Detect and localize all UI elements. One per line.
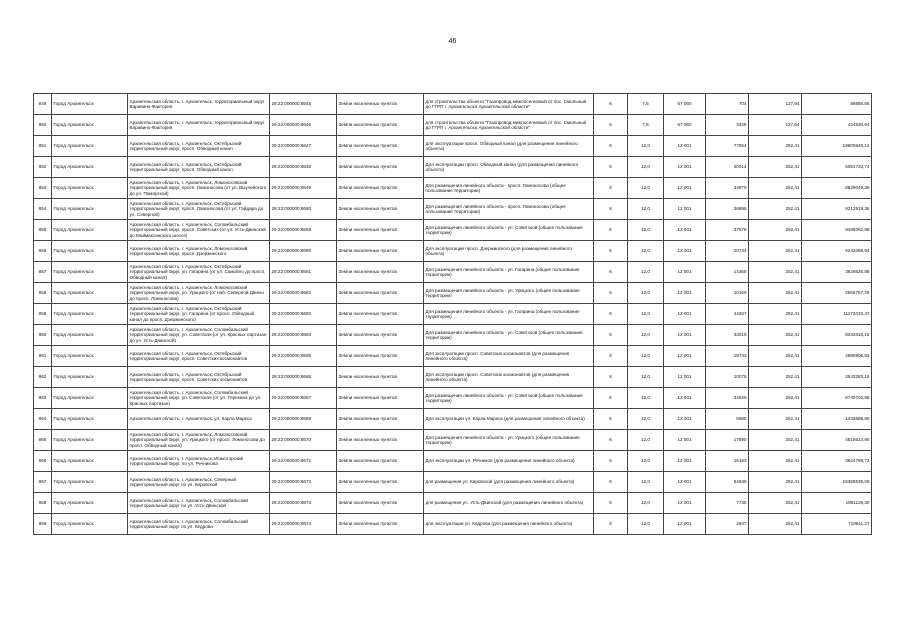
cadastral-number-cell: 29:22:000000:8682 [270, 283, 337, 304]
page-number: 46 [448, 38, 457, 45]
zone-cell: 6 [594, 115, 628, 136]
land-category-cell: Земли населенных пунктов [337, 409, 424, 430]
rate-cell: 252,41 [749, 472, 802, 493]
permitted-use-cell: Для размещения линейного объекта - ул. Урицкого (общее пользование территории) [424, 430, 594, 451]
row-number: 854 [34, 199, 52, 220]
table-row [34, 430, 872, 451]
city-cell: Город Архангельск [52, 157, 128, 178]
table-row [34, 346, 872, 367]
address-cell: Архангельская область, г. Архангельск, Ломоносовский территориальный округ, ул. Урицкого (от просп. Ломоносова до просп. Обводный канал) [128, 430, 270, 451]
area-cell: 20014 [706, 157, 749, 178]
cadastral-number-cell: 29:22:000000:8670 [270, 430, 337, 451]
address-cell: Архангельская область, г. Архангельск, Исакогорский территориальный округ, по ул. Речникова [128, 451, 270, 472]
area-cell: 34979 [706, 178, 749, 199]
row-number: 858 [34, 283, 52, 304]
address-cell: Архангельская область, г. Архангельск, Соломбальский территориальный округ, ул. Советская (от ул. Терехина до ул. Красных партизан) [128, 388, 270, 409]
code-cell: 12 001 [664, 346, 706, 367]
land-category-cell: Земли населенных пунктов [337, 451, 424, 472]
amount-cell: 19600646,14 [802, 136, 872, 157]
row-number: 859 [34, 304, 52, 325]
coefficient-cell: 12,0 [628, 430, 664, 451]
permitted-use-cell: для размещения ул. Кировской (для размещения линейного объекта) [424, 472, 594, 493]
coefficient-cell: 12,0 [628, 220, 664, 241]
rate-cell: 252,41 [749, 367, 802, 388]
row-number: 868 [34, 493, 52, 514]
cadastral-number-cell: 29:22:000000:8684 [270, 325, 337, 346]
area-cell: 10169 [706, 283, 749, 304]
area-cell: 704 [706, 94, 749, 115]
area-cell: 77654 [706, 136, 749, 157]
area-cell: 44267 [706, 304, 749, 325]
cadastral-number-cell: 29:22:000000:8680 [270, 241, 337, 262]
table-row [34, 325, 872, 346]
rate-cell: 252,41 [749, 451, 802, 472]
coefficient-cell: 12,0 [628, 388, 664, 409]
address-cell: Архангельская область, г. Архангельск, Северный территориальный округ по ул. Кировской [128, 472, 270, 493]
row-number: 856 [34, 241, 52, 262]
zone-cell: 6 [594, 136, 628, 157]
area-cell: 17890 [706, 430, 749, 451]
row-number: 849 [34, 94, 52, 115]
amount-cell: 4515614,90 [802, 430, 872, 451]
table-row [34, 157, 872, 178]
rate-cell: 127,64 [749, 115, 802, 136]
row-number: 857 [34, 262, 52, 283]
land-category-cell: Земли населенных пунктов [337, 262, 424, 283]
code-cell: 12 001 [664, 241, 706, 262]
code-cell: 67 060 [664, 94, 706, 115]
permitted-use-cell: Для эксплуатации ул. Карла Маркса (для размещения линейного объекта) [424, 409, 594, 430]
rate-cell: 252,41 [749, 409, 802, 430]
permitted-use-cell: Для эксплуатации просп. Дзержинского (для размещения линейного объекта) [424, 241, 594, 262]
zone-cell: 6 [594, 178, 628, 199]
area-cell: 2847 [706, 514, 749, 535]
city-cell: Город Архангельск [52, 451, 128, 472]
land-category-cell: Земли населенных пунктов [337, 388, 424, 409]
zone-cell: 6 [594, 493, 628, 514]
rate-cell: 252,41 [749, 199, 802, 220]
code-cell: 12 001 [664, 262, 706, 283]
table-row [34, 514, 872, 535]
table-row [34, 241, 872, 262]
coefficient-cell: 12,0 [628, 157, 664, 178]
cadastral-number-cell: 29:22:000000:8646 [270, 115, 337, 136]
coefficient-cell: 7,5 [628, 115, 664, 136]
zone-cell: 6 [594, 472, 628, 493]
rate-cell: 252,41 [749, 325, 802, 346]
row-number: 860 [34, 325, 52, 346]
cadastral-number-cell: 29:22:000000:8647 [270, 136, 337, 157]
address-cell: Архангельская область, г. Архангельск, Октябрьский территориальный округ, просп. Обводный канал [128, 157, 270, 178]
permitted-use-cell: Для размещения линейного объекта - ул. Гагарина (общее пользование территории) [424, 304, 594, 325]
code-cell: 12 001 [664, 493, 706, 514]
land-category-cell: Земли населенных пунктов [337, 304, 424, 325]
table-row [34, 388, 872, 409]
zone-cell: 6 [594, 514, 628, 535]
code-cell: 12 001 [664, 430, 706, 451]
zone-cell: 6 [594, 157, 628, 178]
cadastral-number-cell: 29:22:000000:8673 [270, 493, 337, 514]
code-cell: 12 001 [664, 451, 706, 472]
permitted-use-cell: Для размещения линейного объекта - ул. Советской (общее пользование территории) [424, 388, 594, 409]
coefficient-cell: 12,0 [628, 241, 664, 262]
city-cell: Город Архангельск [52, 178, 128, 199]
cadastral-number-cell: 29:22:000000:8650 [270, 199, 337, 220]
address-cell: Архангельская область, г. Архангельск, Октябрьский территориальный округ, ул. Гагарина (от просп. Обводный канал до просп. Дзержинского) [128, 304, 270, 325]
land-category-cell: Земли населенных пунктов [337, 241, 424, 262]
code-cell: 12 001 [664, 178, 706, 199]
row-number: 863 [34, 388, 52, 409]
area-cell: 5680 [706, 409, 749, 430]
coefficient-cell: 12,0 [628, 199, 664, 220]
amount-cell: 1951129,30 [802, 493, 872, 514]
table-row [34, 451, 872, 472]
permitted-use-cell: Для эксплуатации просп. Обводный канал (для размещения линейного объекта) [424, 157, 594, 178]
city-cell: Город Архангельск [52, 262, 128, 283]
area-cell: 19733 [706, 346, 749, 367]
city-cell: Город Архангельск [52, 283, 128, 304]
cadastral-number-cell: 29:22:000000:8686 [270, 367, 337, 388]
coefficient-cell: 12,0 [628, 472, 664, 493]
table-row [34, 493, 872, 514]
row-number: 861 [34, 346, 52, 367]
rate-cell: 252,41 [749, 304, 802, 325]
address-cell: Архангельская область, г. Архангельск, Ломоносовский территориальный округ, просп. Дзержинского [128, 241, 270, 262]
cadastral-number-cell: 29:22:000000:8649 [270, 178, 337, 199]
code-cell: 67 060 [664, 115, 706, 136]
code-cell: 12 001 [664, 514, 706, 535]
permitted-use-cell: Для размещения линейного объекта - ул. Гагарина (общее пользование территории) [424, 262, 594, 283]
row-number: 869 [34, 514, 52, 535]
table-row [34, 367, 872, 388]
area-cell: 33015 [706, 325, 749, 346]
rate-cell: 252,41 [749, 388, 802, 409]
address-cell: Архангельская область, г. Архангельск, Ломоносовский территориальный округ, просп. Ломоносова (от ул. Выучейского до ул. Поморской) [128, 178, 270, 199]
address-cell: Архангельская область, г. Архангельск, Соломбальский территориальный округ по ул. Усть-Двинской [128, 493, 270, 514]
table-row [34, 94, 872, 115]
address-cell: Архангельская область, г. Архангельск, Соломбальский территориальный округ по ул. Кедрова [128, 514, 270, 535]
amount-cell: 3824768,73 [802, 451, 872, 472]
zone-cell: 6 [594, 304, 628, 325]
permitted-use-cell: для размещения ул. Усть-Двинской (для размещения линейного объекта) [424, 493, 594, 514]
address-cell: Архангельская область, г. Архангельск, территориальный округ Варавино-Фактория [128, 115, 270, 136]
address-cell: Архангельская область, г. Архангельск, ул. Карла Маркса [128, 409, 270, 430]
row-number: 864 [34, 409, 52, 430]
amount-cell: 3626626,88 [802, 262, 872, 283]
address-cell: Архангельская область, г. Архангельск, Октябрьский территориальный округ, ул. Гагарина (от ул. Самойло до просп. Обводный канал) [128, 262, 270, 283]
zone-cell: 6 [594, 367, 628, 388]
row-number: 862 [34, 367, 52, 388]
zone-cell: 6 [594, 430, 628, 451]
rate-cell: 252,41 [749, 136, 802, 157]
zone-cell: 6 [594, 220, 628, 241]
amount-cell: 4980806,53 [802, 346, 872, 367]
code-cell: 12 001 [664, 199, 706, 220]
area-cell: 36896 [706, 199, 749, 220]
land-category-cell: Земли населенных пунктов [337, 199, 424, 220]
area-cell: 34629 [706, 388, 749, 409]
coefficient-cell: 12,0 [628, 178, 664, 199]
land-category-cell: Земли населенных пунктов [337, 157, 424, 178]
row-number: 850 [34, 115, 52, 136]
permitted-use-cell: Для эксплуатации ул. Речников (для размещения линейного объекта) [424, 451, 594, 472]
code-cell: 12 001 [664, 472, 706, 493]
table-row [34, 304, 872, 325]
permitted-use-cell: для строительства объекта "Газопровод межпоселковый от пос. Смольный до ГГРП г. Архангельска Архангельской области" [424, 94, 594, 115]
cadastral-number-cell: 29:22:000000:8648 [270, 157, 337, 178]
row-number: 851 [34, 136, 52, 157]
code-cell: 12 001 [664, 325, 706, 346]
cadastral-number-cell: 29:22:000000:8672 [270, 472, 337, 493]
coefficient-cell: 12,0 [628, 136, 664, 157]
code-cell: 12 001 [664, 388, 706, 409]
coefficient-cell: 12,0 [628, 262, 664, 283]
area-cell: 37578 [706, 220, 749, 241]
city-cell: Город Архангельск [52, 430, 128, 451]
code-cell: 12 001 [664, 367, 706, 388]
coefficient-cell: 12,0 [628, 493, 664, 514]
city-cell: Город Архангельск [52, 472, 128, 493]
city-cell: Город Архангельск [52, 325, 128, 346]
coefficient-cell: 12,0 [628, 325, 664, 346]
city-cell: Город Архангельск [52, 304, 128, 325]
amount-cell: 1433688,80 [802, 409, 872, 430]
rate-cell: 252,41 [749, 157, 802, 178]
cadastral-number-cell: 29:22:000000:8671 [270, 451, 337, 472]
amount-cell: 16368535,09 [802, 472, 872, 493]
land-category-cell: Земли населенных пунктов [337, 430, 424, 451]
cadastral-number-cell: 29:22:000000:8669 [270, 409, 337, 430]
area-cell: 10076 [706, 367, 749, 388]
land-category-cell: Земли населенных пунктов [337, 472, 424, 493]
table-row [34, 409, 872, 430]
code-cell: 12 001 [664, 304, 706, 325]
cadastral-number-cell: 29:22:000000:8683 [270, 304, 337, 325]
amount-cell: 424530,64 [802, 115, 872, 136]
zone-cell: 6 [594, 451, 628, 472]
land-category-cell: Земли населенных пунктов [337, 493, 424, 514]
permitted-use-cell: Для эксплуатации просп. Советских космонавтов (для размещения линейного объекта) [424, 367, 594, 388]
rate-cell: 252,41 [749, 178, 802, 199]
amount-cell: 9312919,36 [802, 199, 872, 220]
amount-cell: 5233468,94 [802, 241, 872, 262]
amount-cell: 2566757,29 [802, 283, 872, 304]
land-category-cell: Земли населенных пунктов [337, 136, 424, 157]
cadastral-number-cell: 29:22:000000:8674 [270, 514, 337, 535]
address-cell: Архангельская область, г. Архангельск, Соломбальский территориальный округ, ул. Советская (от ул. Красных партизан до ул. Усть-Двинской) [128, 325, 270, 346]
rate-cell: 252,41 [749, 430, 802, 451]
area-cell: 3326 [706, 115, 749, 136]
city-cell: Город Архангельск [52, 199, 128, 220]
city-cell: Город Архангельск [52, 514, 128, 535]
code-cell: 12 001 [664, 220, 706, 241]
amount-cell: 718611,27 [802, 514, 872, 535]
land-category-cell: Земли населенных пунктов [337, 94, 424, 115]
land-category-cell: Земли населенных пунктов [337, 115, 424, 136]
zone-cell: 6 [594, 283, 628, 304]
area-cell: 64849 [706, 472, 749, 493]
city-cell: Город Архангельск [52, 346, 128, 367]
coefficient-cell: 12,0 [628, 514, 664, 535]
code-cell: 12 001 [664, 283, 706, 304]
area-cell: 7730 [706, 493, 749, 514]
table-row [34, 472, 872, 493]
area-cell: 20734 [706, 241, 749, 262]
land-category-cell: Земли населенных пунктов [337, 514, 424, 535]
land-plots-table [33, 93, 872, 535]
amount-cell: 8740702,89 [802, 388, 872, 409]
land-category-cell: Земли населенных пунктов [337, 346, 424, 367]
code-cell: 12 001 [664, 136, 706, 157]
city-cell: Город Архангельск [52, 94, 128, 115]
permitted-use-cell: для эксплуатации просп. Обводный канал (для размещения линейного объекта) [424, 136, 594, 157]
cadastral-number-cell: 29:22:000000:8681 [270, 262, 337, 283]
rate-cell: 252,41 [749, 346, 802, 367]
city-cell: Город Архангельск [52, 115, 128, 136]
city-cell: Город Архангельск [52, 409, 128, 430]
coefficient-cell: 12,0 [628, 409, 664, 430]
amount-cell: 11173433,47 [802, 304, 872, 325]
coefficient-cell: 12,0 [628, 346, 664, 367]
coefficient-cell: 7,5 [628, 94, 664, 115]
amount-cell: 8829049,39 [802, 178, 872, 199]
permitted-use-cell: для строительства объекта "Газопровод межпоселковый от пос. Смольный до ГГРП г. Архангельска Архангельской области" [424, 115, 594, 136]
address-cell: Архангельская область, г. Архангельск, Октябрьский территориальный округ, просп. Советских космонавтов [128, 367, 270, 388]
city-cell: Город Архангельск [52, 136, 128, 157]
zone-cell: 6 [594, 94, 628, 115]
cadastral-number-cell: 29:22:000000:8659 [270, 220, 337, 241]
city-cell: Город Архангельск [52, 493, 128, 514]
table-row [34, 199, 872, 220]
land-category-cell: Земли населенных пунктов [337, 178, 424, 199]
city-cell: Город Архангельск [52, 241, 128, 262]
rate-cell: 252,41 [749, 493, 802, 514]
amount-cell: 5051733,74 [802, 157, 872, 178]
amount-cell: 2543283,16 [802, 367, 872, 388]
amount-cell: 9485062,98 [802, 220, 872, 241]
table-row [34, 283, 872, 304]
row-number: 855 [34, 220, 52, 241]
amount-cell: 89856,56 [802, 94, 872, 115]
coefficient-cell: 12,0 [628, 367, 664, 388]
address-cell: Архангельская область, г. Архангельск, Октябрьский территориальный округ, просп. Советских космонавтов [128, 346, 270, 367]
row-number: 852 [34, 157, 52, 178]
address-cell: Архангельская область, г. Архангельск, Ломоносовский территориальный округ, ул. Урицкого (от наб. Северной Двины до просп. Ломоносова) [128, 283, 270, 304]
table-body [34, 94, 872, 535]
table-row [34, 115, 872, 136]
city-cell: Город Архангельск [52, 367, 128, 388]
rate-cell: 127,64 [749, 94, 802, 115]
code-cell: 12 001 [664, 157, 706, 178]
zone-cell: 6 [594, 241, 628, 262]
zone-cell: 6 [594, 409, 628, 430]
coefficient-cell: 12,0 [628, 304, 664, 325]
cadastral-number-cell: 29:22:000000:8667 [270, 388, 337, 409]
zone-cell: 6 [594, 199, 628, 220]
permitted-use-cell: Для размещения линейного объекта - просп. Ломоносова (общее пользование территории) [424, 199, 594, 220]
amount-cell: 8333316,15 [802, 325, 872, 346]
address-cell: Архангельская область, г. Архангельск, Соломбальский территориальный округ, просп. Советских (от ул. Усть-Двинской до Маймаксанского шоссе) [128, 220, 270, 241]
permitted-use-cell: Для размещения линейного объекта - ул. Советской (общее пользование территории) [424, 325, 594, 346]
table-row [34, 220, 872, 241]
city-cell: Город Архангельск [52, 220, 128, 241]
rate-cell: 252,41 [749, 241, 802, 262]
permitted-use-cell: для эксплуатации ул. Кедрова (для размещения линейного объекта) [424, 514, 594, 535]
address-cell: Архангельская область, г. Архангельск, территориальный округ Варавино-Фактория [128, 94, 270, 115]
address-cell: Архангельская область, г. Архангельск, Октябрьский территориальный округ, просп. Обводный канал [128, 136, 270, 157]
land-category-cell: Земли населенных пунктов [337, 367, 424, 388]
land-category-cell: Земли населенных пунктов [337, 283, 424, 304]
rate-cell: 252,41 [749, 514, 802, 535]
zone-cell: 6 [594, 388, 628, 409]
cadastral-number-cell: 29:22:000000:8685 [270, 346, 337, 367]
permitted-use-cell: Для размещения линейного объекта - ул. Советской (общее пользование территории) [424, 220, 594, 241]
zone-cell: 6 [594, 346, 628, 367]
permitted-use-cell: Для эксплуатации просп. Советских космонавтов (для размещения линейного объекта) [424, 346, 594, 367]
row-number: 866 [34, 451, 52, 472]
table-row [34, 178, 872, 199]
table-row [34, 136, 872, 157]
area-cell: 15153 [706, 451, 749, 472]
land-category-cell: Земли населенных пунктов [337, 220, 424, 241]
zone-cell: 6 [594, 325, 628, 346]
address-cell: Архангельская область, г. Архангельск, Октябрьский территориальный округ, просп. Ломоносова (от ул. Гайдара до ул. Северной) [128, 199, 270, 220]
city-cell: Город Архангельск [52, 388, 128, 409]
coefficient-cell: 12,0 [628, 283, 664, 304]
row-number: 865 [34, 430, 52, 451]
rate-cell: 252,41 [749, 283, 802, 304]
permitted-use-cell: Для размещения линейного объекта - просп. Ломоносова (общее пользование территории) [424, 178, 594, 199]
cadastral-number-cell: 29:22:000000:8645 [270, 94, 337, 115]
rate-cell: 252,41 [749, 262, 802, 283]
row-number: 867 [34, 472, 52, 493]
permitted-use-cell: Для размещения линейного объекта - ул. Урицкого (общее пользование территории) [424, 283, 594, 304]
row-number: 853 [34, 178, 52, 199]
coefficient-cell: 12,0 [628, 451, 664, 472]
area-cell: 14368 [706, 262, 749, 283]
zone-cell: 6 [594, 262, 628, 283]
rate-cell: 252,41 [749, 220, 802, 241]
code-cell: 12 001 [664, 409, 706, 430]
land-category-cell: Земли населенных пунктов [337, 325, 424, 346]
table-row [34, 262, 872, 283]
